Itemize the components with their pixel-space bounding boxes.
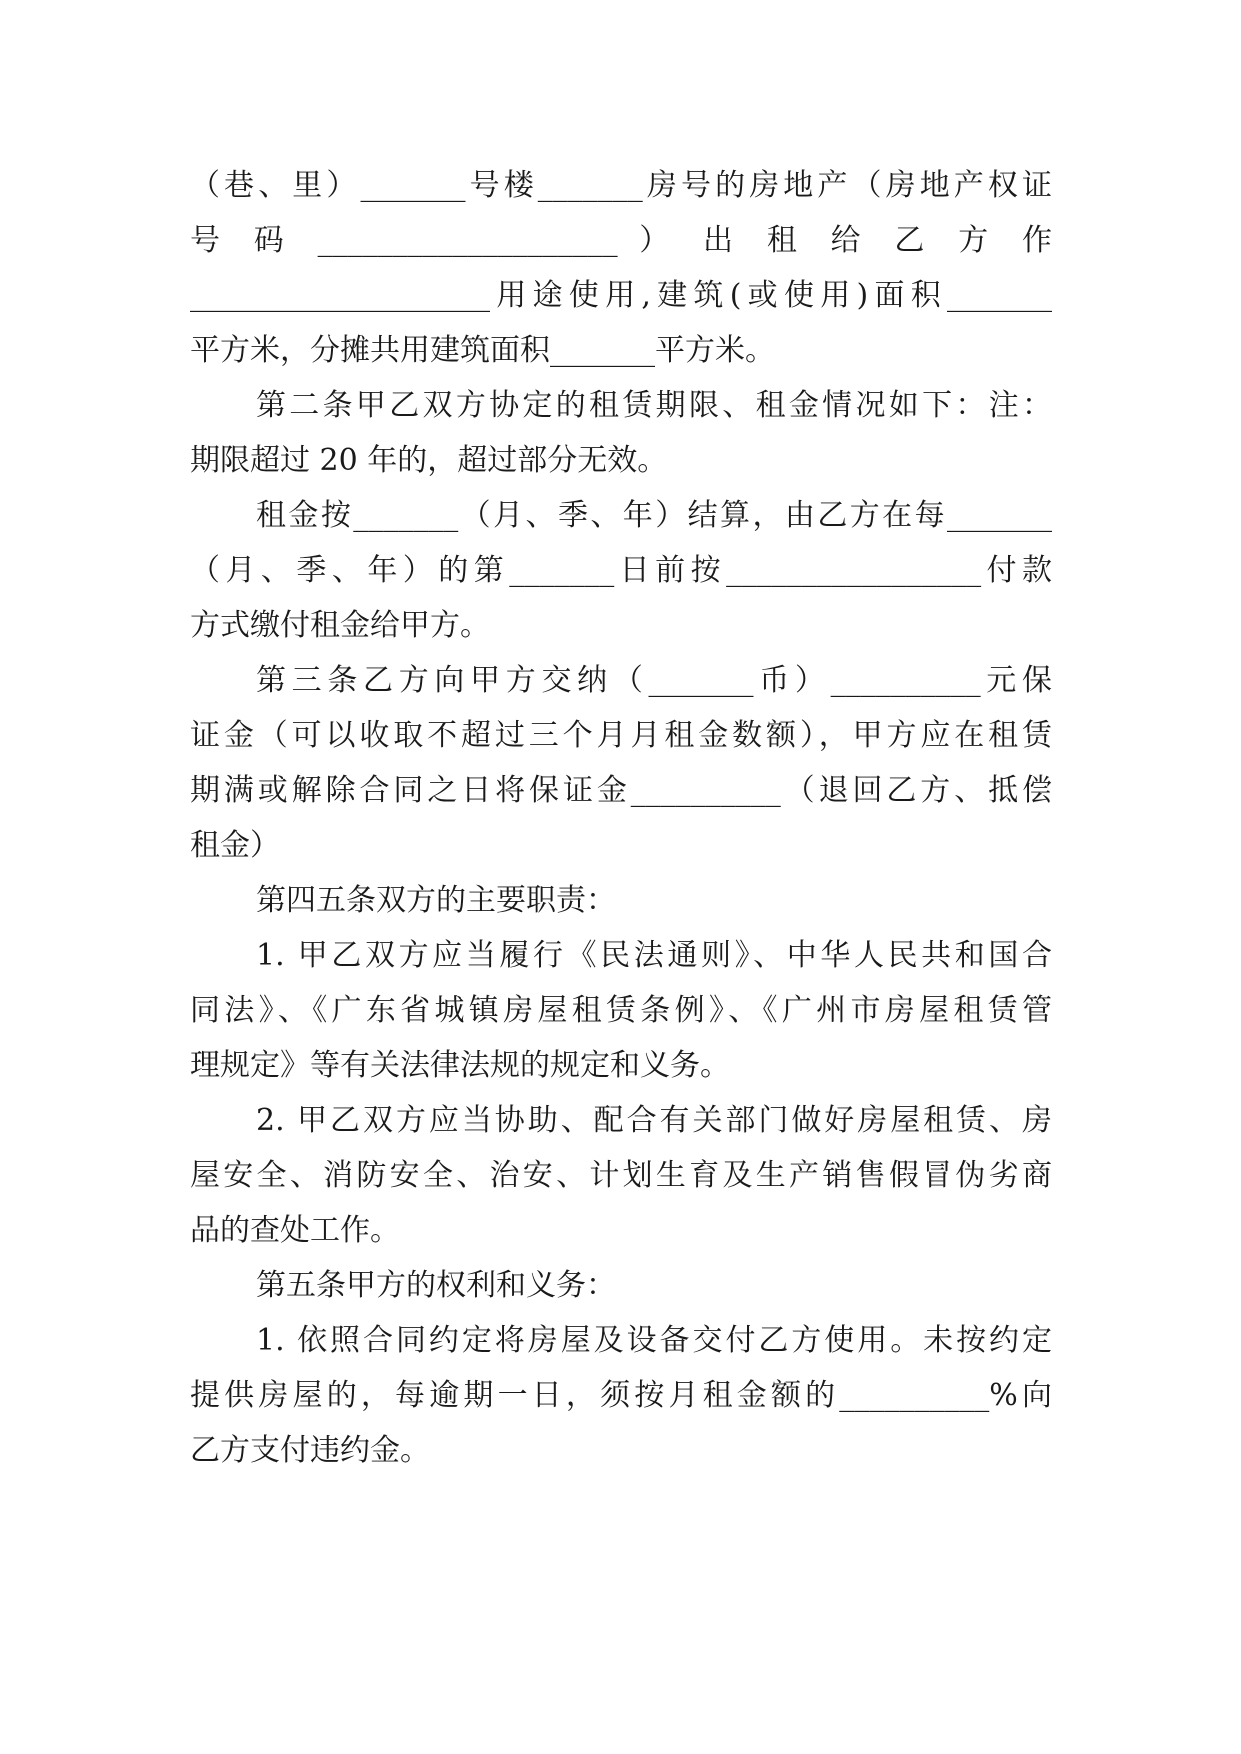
text-line: 第二条甲乙双方协定的租赁期限、租金情况如下：注： bbox=[256, 388, 1052, 423]
text-line: ____________________用途使用,建筑(或使用)面积_______ bbox=[190, 278, 1052, 313]
text-line: 第三条乙方向甲方交纳（_______币）__________元保 bbox=[256, 663, 1052, 698]
text-line: 平方米，分摊共用建筑面积_______平方米。 bbox=[190, 333, 775, 368]
text-line: 理规定》等有关法律法规的规定和义务。 bbox=[190, 1048, 730, 1083]
text-line: 提供房屋的，每逾期一日，须按月租金额的__________%向 bbox=[190, 1378, 1052, 1413]
text-line: 第五条甲方的权利和义务： bbox=[256, 1268, 616, 1303]
text-line: 屋安全、消防安全、治安、计划生育及生产销售假冒伪劣商 bbox=[190, 1158, 1052, 1193]
text-line: 1. 甲乙双方应当履行《民法通则》、中华人民共和国合 bbox=[256, 938, 1052, 973]
text-line: 1. 依照合同约定将房屋及设备交付乙方使用。未按约定 bbox=[256, 1323, 1052, 1358]
text-line: 第四五条双方的主要职责： bbox=[256, 883, 616, 918]
text-line: 期满或解除合同之日将保证金__________（退回乙方、抵偿 bbox=[190, 773, 1052, 808]
text-line: 租金） bbox=[190, 828, 280, 863]
text-line: 品的查处工作。 bbox=[190, 1213, 400, 1248]
text-line: 同法》、《广东省城镇房屋租赁条例》、《广州市房屋租赁管 bbox=[190, 993, 1052, 1028]
text-line: 方式缴付租金给甲方。 bbox=[190, 608, 490, 643]
text-line: （巷、里）_______号楼_______房号的房地产（房地产权证 bbox=[190, 168, 1052, 203]
text-line: 2. 甲乙双方应当协助、配合有关部门做好房屋租赁、房 bbox=[256, 1103, 1052, 1138]
text-line: （月、季、年）的第_______日前按_________________付款 bbox=[190, 553, 1052, 588]
text-line: 证金（可以收取不超过三个月月租金数额），甲方应在租赁 bbox=[190, 718, 1052, 753]
text-line: 租金按_______（月、季、年）结算，由乙方在每_______ bbox=[256, 498, 1052, 533]
text-line: 期限超过 20 年的，超过部分无效。 bbox=[190, 443, 668, 478]
text-line: 号 码 ____________________ ） 出 租 给 乙 方 作 bbox=[190, 223, 1052, 258]
text-line: 乙方支付违约金。 bbox=[190, 1433, 430, 1468]
